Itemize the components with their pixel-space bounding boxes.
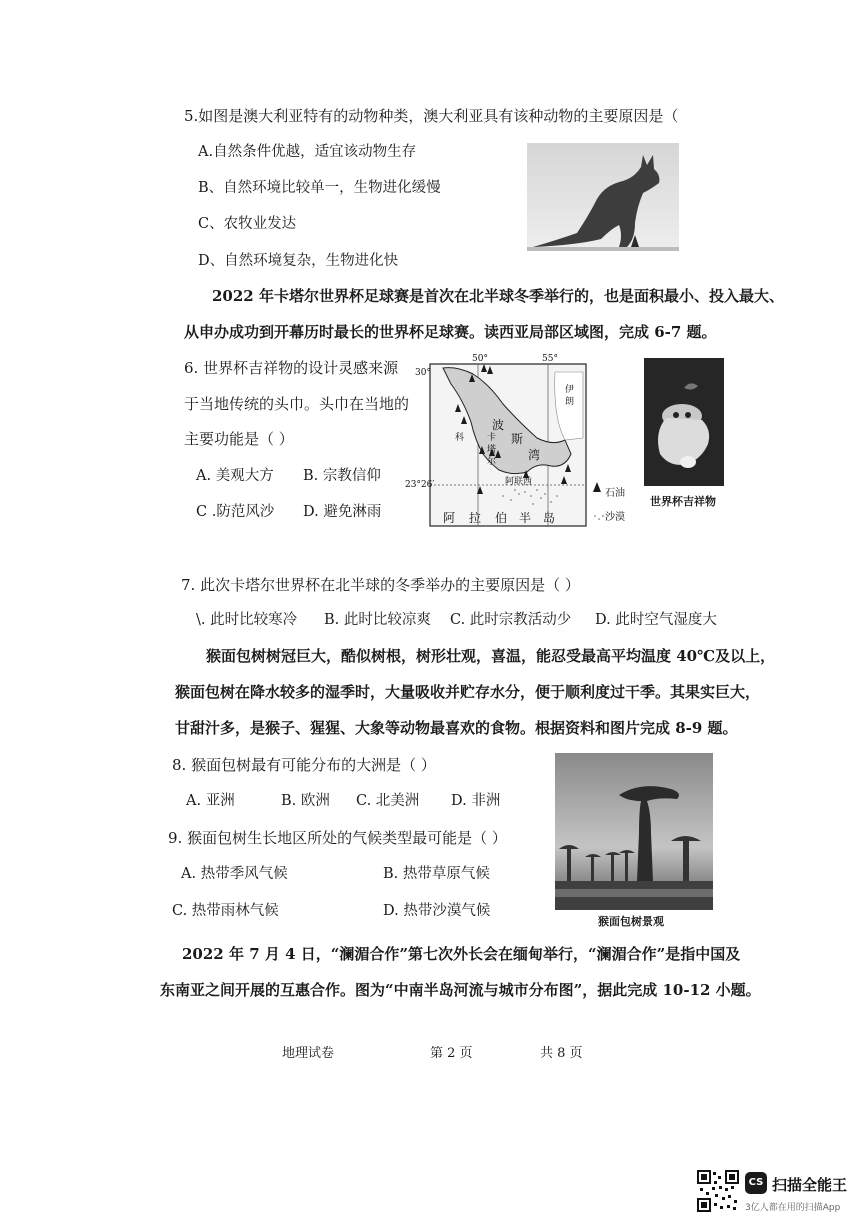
baobab-photo <box>555 753 713 910</box>
place-ta: 塔 <box>487 445 497 455</box>
q8-option-a: A. 亚洲 <box>186 793 235 809</box>
lon-label-50: 50° <box>472 354 488 364</box>
q6-stem-line-1: 6. 世界杯吉祥物的设计灵感来源 <box>184 359 399 377</box>
q6-stem-line-3: 主要功能是（ ） <box>184 430 294 448</box>
place-si: 斯 <box>511 432 524 446</box>
passage-6-7-line-2: 从申办成功到开幕历时最长的世界杯足球赛。读西亚局部区域图，完成 6-7 题。 <box>184 323 717 341</box>
footer-total: 共 8 页 <box>540 1046 583 1061</box>
q8-stem: 8. 猴面包树最有可能分布的大洲是（ ） <box>172 756 436 774</box>
passage-6-7-line-1: 2022 年卡塔尔世界杯足球赛是首次在北半球冬季举行的，也是面积最小、投入最大、 <box>212 287 784 305</box>
place-a: 阿 <box>443 511 456 525</box>
q6-stem-line-2: 于当地传统的头巾。头巾在当地的 <box>184 395 410 413</box>
passage-10-12-line-1: 2022 年 7 月 4 日，“澜湄合作”第七次外长会在缅甸举行，“澜湄合作”是指中国及 <box>182 945 741 963</box>
passage-8-9-line-2: 猴面包树在降水较多的湿季时，大量吸收并贮存水分，便于顺利度过干季。其果实巨大， <box>175 683 761 701</box>
q9-option-b: B. 热带草原气候 <box>383 866 490 882</box>
mascot-caption: 世界杯吉祥物 <box>650 495 716 508</box>
legend-oil-label: 石油 <box>605 488 625 499</box>
q5-stem: 5.如图是澳大利亚特有的动物种类，澳大利亚具有该种动物的主要原因是（ <box>184 107 679 125</box>
scanner-tagline: 3亿人都在用的扫描App <box>745 1203 841 1213</box>
q6-option-c: C .防范风沙 <box>196 504 275 520</box>
place-dao: 岛 <box>543 511 556 525</box>
lat-label-30: 30° <box>415 368 431 378</box>
baobab-caption: 猴面包树景观 <box>598 915 664 928</box>
lon-label-55: 55° <box>542 354 558 364</box>
q5-option-d: D、自然环境复杂，生物进化快 <box>198 253 399 269</box>
cs-logo-icon: CS <box>745 1172 767 1194</box>
mascot-photo <box>644 358 724 486</box>
q7-stem: 7. 此次卡塔尔世界杯在北半球的冬季举办的主要原因是（ ） <box>181 576 580 594</box>
scanner-brand-name: 扫描全能王 <box>772 1176 848 1194</box>
footer-page: 第 2 页 <box>430 1046 473 1061</box>
place-lang: 朗 <box>565 397 575 407</box>
q9-option-c: C. 热带雨林气候 <box>172 903 279 919</box>
passage-10-12-line-2: 东南亚之间开展的互惠合作。图为“中南半岛河流与城市分布图”，据此完成 10-12 小题。 <box>160 981 761 999</box>
place-bo: 波 <box>492 418 505 432</box>
q5-option-c: C、农牧业发达 <box>198 216 297 232</box>
q8-option-c: C. 北美洲 <box>356 793 420 809</box>
q6-option-a: A. 美观大方 <box>196 468 274 484</box>
place-ke: 科 <box>455 433 465 443</box>
q7-option-c: C. 此时宗教活动少 <box>450 612 572 628</box>
q5-option-b: B、自然环境比较单一，生物进化缓慢 <box>198 180 441 196</box>
place-la: 拉 <box>469 511 482 525</box>
q8-option-d: D. 非洲 <box>451 793 501 809</box>
legend-desert-label: 沙漠 <box>605 512 625 523</box>
west-asia-map <box>405 354 640 530</box>
q7-option-a: \. 此时比较寒冷 <box>196 612 298 628</box>
q9-stem: 9. 猴面包树生长地区所处的气候类型最可能是（ ） <box>168 829 507 847</box>
place-ka: 卡 <box>487 433 497 443</box>
q6-option-b: B. 宗教信仰 <box>303 468 381 484</box>
place-wan: 湾 <box>528 448 541 462</box>
place-uae: 阿联酋 <box>505 477 533 487</box>
q8-option-b: B. 欧洲 <box>281 793 330 809</box>
q9-option-d: D. 热带沙漠气候 <box>383 903 491 919</box>
passage-8-9-line-1: 猴面包树树冠巨大，酷似树根，树形壮观，喜温，能忍受最高平均温度 40℃及以上， <box>206 647 776 665</box>
q9-option-a: A. 热带季风气候 <box>181 866 288 882</box>
place-ban: 半 <box>519 511 532 525</box>
q6-option-d: D. 避免淋雨 <box>303 504 382 520</box>
qr-code-icon <box>697 1170 739 1212</box>
footer-subject: 地理试卷 <box>282 1046 335 1061</box>
place-bo2: 伯 <box>495 511 508 525</box>
passage-8-9-line-3: 甘甜汁多，是猴子、猩猩、大象等动物最喜欢的食物。根据资料和图片完成 8-9 题。 <box>175 719 738 737</box>
q7-option-d: D. 此时空气湿度大 <box>595 612 717 628</box>
place-yi: 伊 <box>565 385 575 395</box>
place-er: 尔 <box>487 457 497 467</box>
lat-label-tropic: 23°26′ <box>405 480 435 490</box>
q5-option-a: A.自然条件优越，适宜该动物生存 <box>198 144 417 160</box>
kangaroo-photo <box>527 143 679 251</box>
q7-option-b: B. 此时比较凉爽 <box>324 612 431 628</box>
